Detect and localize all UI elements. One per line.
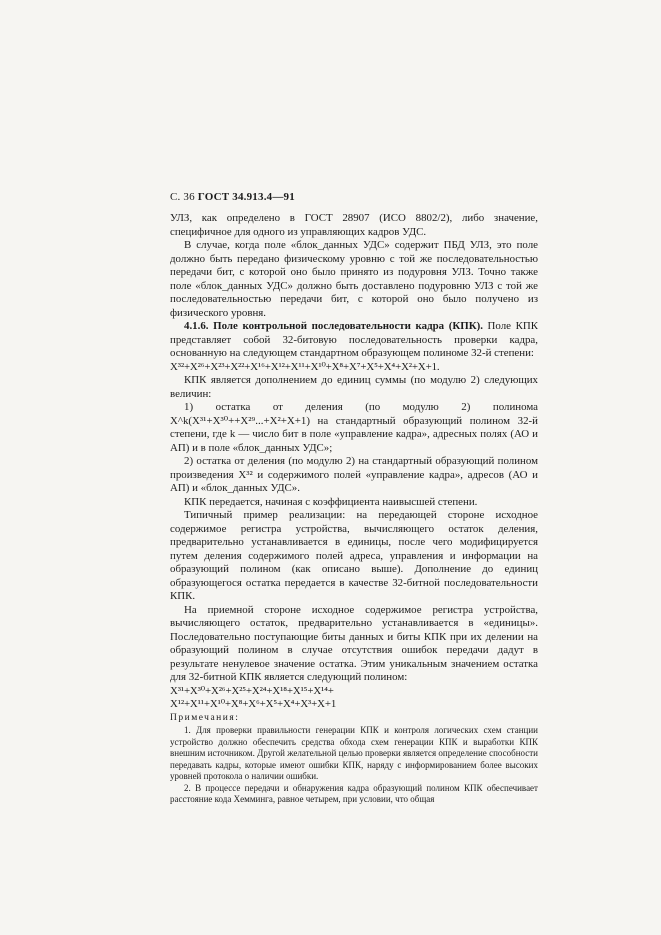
section-text: Поле КПК представляет собой 32-битовую последовательность проверки кадра, основанную на следующем стандартном образующем полиноме 32-й степени: [170,320,538,359]
notes-title: Примечания: [170,712,240,723]
note-item: 1. Для проверки правильности генерации КПК и контроля логических схем станции устройство должно обеспечить средства обхода схем генерации КПК и выработки КПК внешним источником. Другой желательной целью проверки является определение способности передавать кадры, которые имеют ошибки КПК, наряду с информированием более высоких уровней протокола о наличии ошибки. [170,725,538,781]
generator-polynomial: X³²+X²⁶+X²³+X²²+X¹⁶+X¹²+X¹¹+X¹⁰+X⁸+X⁷+X⁵+X⁴+X²+X+1. [170,360,440,373]
page-header [170,191,295,203]
page-number: С. 36 [170,191,195,203]
standard-code: ГОСТ 34.913.4—91 [197,191,295,203]
list-item: 2) остатка от деления (по модулю 2) на стандартный образующий полином произведения X³² и содержимого полей «управление кадра», адресов (АО и АП) и «блок_данных УДС». [170,455,538,494]
remainder-polynomial-line1: X³¹+X³⁰+X²⁶+X²⁵+X²⁴+X¹⁸+X¹⁵+X¹⁴+ [170,684,334,697]
paragraph: На приемной стороне исходное содержимое регистра устройства, вычисляющего остаток, предварительно устанавливается в «единицы». Последовательно поступающие биты данных и биты КПК при их делении на образующий полином в случае отсутствия ошибок передачи дадут в результате ненулевое значение остатка. Этим уникальным значением остатка для 32-битной КПК является следующий полином: [170,603,538,683]
body-text [170,212,538,806]
paragraph: КПК является дополнением до единиц суммы (по модулю 2) следующих величин: [170,374,538,400]
paragraph: В случае, когда поле «блок_данных УДС» содержит ПБД УЛЗ, это поле должно быть передано физическому уровню с той же последовательностью передачи бит, с которой оно было принято из подуровня УЛЗ. Точно также поле «блок_данных УДС» должно быть доставлено подуровню УЛЗ с той же последовательностью передачи бит, с которой оно было получено из физического уровня. [170,239,538,319]
paragraph: Типичный пример реализации: на передающей стороне исходное содержимое регистра устройства, вычисляющего остаток деления, предварительно устанавливается в единицы, после чего модифицируется путем деления содержимого полей адреса, управления и информации на образующий полином (как описано выше). Дополнение до единиц образующегося остатка передается в качестве 32-битной последовательности КПК. [170,509,538,602]
list-item: 1) остатка от деления (по модулю 2) полинома X^k(X³¹+X³⁰++X²⁹...+X²+X+1) на стандартный образующий полином 32-й степени, где k — число бит в поле «управление кадра», адресных полях (АО и АП) и в поле «блок_данных УДС»; [170,401,538,454]
section-4-1-6 [170,320,538,361]
paragraph: УЛЗ, как определено в ГОСТ 28907 (ИСО 8802/2), либо значение, специфичное для одного из управляющих кадров УДС. [170,212,538,238]
section-heading: 4.1.6. Поле контрольной последовательности кадра (КПК). [184,320,483,332]
note-item: 2. В процессе передачи и обнаружения кадра образующий полином КПК обеспечивает расстояние кода Хемминга, равное четырем, при условии, что общая [170,782,538,804]
paragraph: КПК передается, начиная с коэффициента наивысшей степени. [184,495,478,508]
remainder-polynomial-line2: X¹²+X¹¹+X¹⁰+X⁸+X⁶+X⁵+X⁴+X³+X+1 [170,698,337,710]
